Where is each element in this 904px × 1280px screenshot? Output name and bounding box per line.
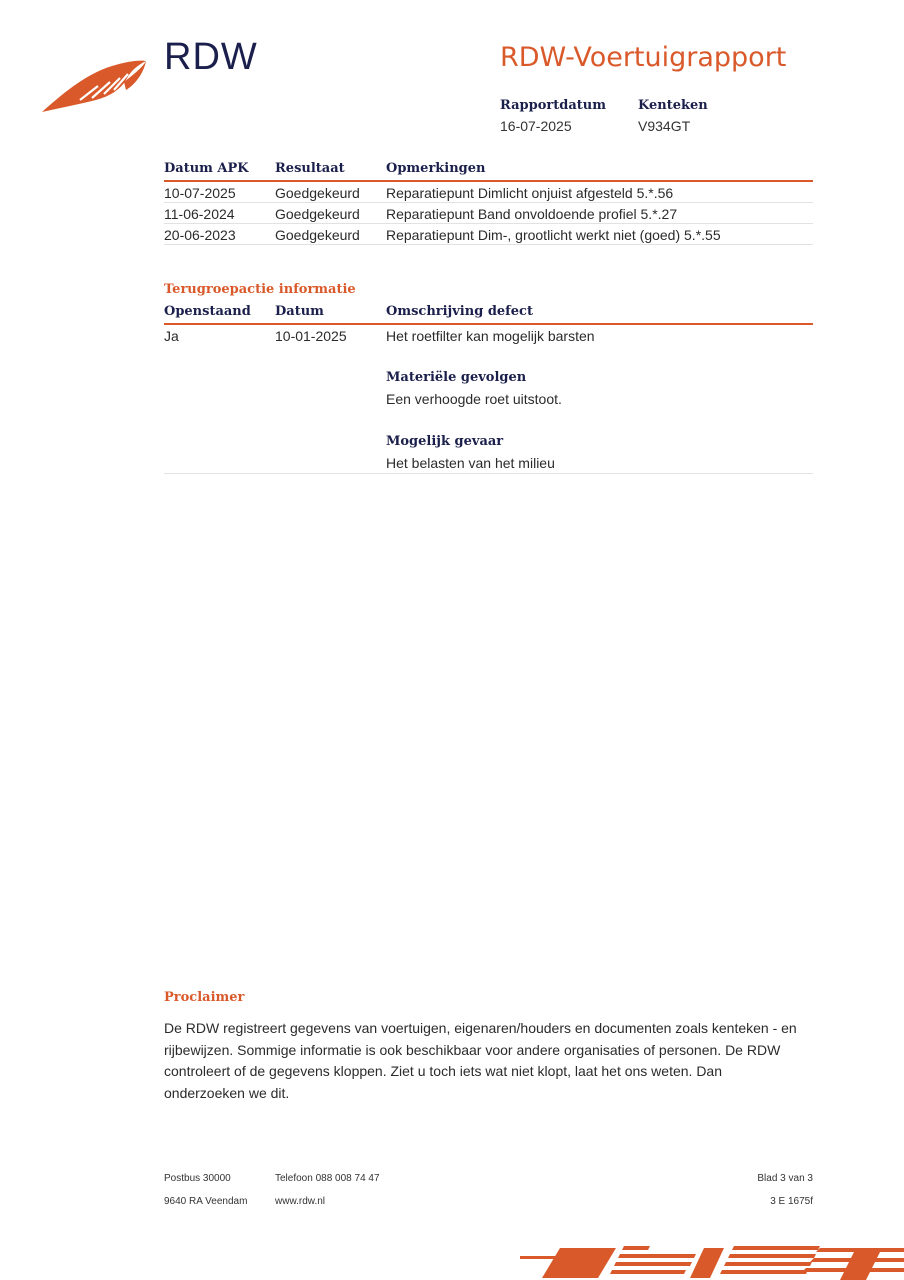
proclaimer-text: De RDW registreert gegevens van voertuigen, eigenaren/houders en documenten zoals kenteken - en rijbewijzen. Sommige informatie is ook beschikbaar voor andere organisaties of personen. De RDW controleert of de gegevens kloppen. Ziet u toch iets wat niet klopt, laat het ons weten. Dan onderzoeken we dit. [164, 1020, 797, 1101]
recall-row [164, 325, 813, 474]
col-datum-apk: Datum APK [164, 161, 249, 176]
recall-section-title: Terugroepactie informatie [164, 282, 356, 297]
proclaimer-title: Proclaimer [164, 990, 245, 1005]
recall-date: 10-01-2025 [275, 328, 347, 344]
logo-text: RDW [164, 36, 258, 78]
table-row [164, 182, 813, 203]
report-title: RDW-Voertuigrapport [500, 42, 787, 73]
footer-phone: Telefoon 088 008 74 47 [275, 1173, 380, 1184]
apk-result: Goedgekeurd [275, 185, 360, 201]
recall-open: Ja [164, 328, 179, 344]
col-omschrijving-defect: Omschrijving defect [386, 304, 533, 319]
apk-table [164, 158, 813, 245]
col-resultaat: Resultaat [275, 161, 345, 176]
plate-value: V934GT [638, 118, 691, 134]
recall-table [164, 301, 813, 474]
consequences-text: Een verhoogde roet uitstoot. [386, 391, 562, 407]
consequences-label: Materiële gevolgen [386, 370, 527, 385]
report-date-value: 16-07-2025 [500, 118, 572, 134]
apk-result: Goedgekeurd [275, 227, 360, 243]
col-opmerkingen: Opmerkingen [386, 161, 486, 176]
apk-date: 11-06-2024 [164, 206, 235, 222]
col-openstaand: Openstaand [164, 304, 251, 319]
recall-table-header [164, 301, 813, 325]
apk-date: 10-07-2025 [164, 185, 236, 201]
recall-defect: Het roetfilter kan mogelijk barsten [386, 328, 595, 344]
danger-label: Mogelijk gevaar [386, 434, 504, 449]
rdw-stripes-decoration-icon [520, 1244, 904, 1280]
apk-remark: Reparatiepunt Dim-, grootlicht werkt niet (goed) 5.*.55 [386, 227, 721, 243]
footer-code: 3 E 1675f [770, 1196, 813, 1207]
col-datum: Datum [275, 304, 324, 319]
footer-page-number: Blad 3 van 3 [757, 1173, 813, 1184]
rdw-feather-logo-icon [40, 56, 148, 116]
danger-text: Het belasten van het milieu [386, 455, 555, 471]
report-date-label: Rapportdatum [500, 98, 606, 113]
apk-remark: Reparatiepunt Dimlicht onjuist afgesteld 5.*.56 [386, 185, 674, 201]
apk-remark: Reparatiepunt Band onvoldoende profiel 5.*.27 [386, 206, 678, 222]
footer-postbus: Postbus 30000 [164, 1173, 231, 1184]
footer-website[interactable]: www.rdw.nl [275, 1196, 326, 1207]
table-row [164, 203, 813, 224]
apk-date: 20-06-2023 [164, 227, 236, 243]
apk-table-header [164, 158, 813, 182]
footer-city: 9640 RA Veendam [164, 1196, 248, 1207]
apk-result: Goedgekeurd [275, 206, 360, 222]
table-row [164, 224, 813, 245]
plate-label: Kenteken [638, 98, 708, 113]
